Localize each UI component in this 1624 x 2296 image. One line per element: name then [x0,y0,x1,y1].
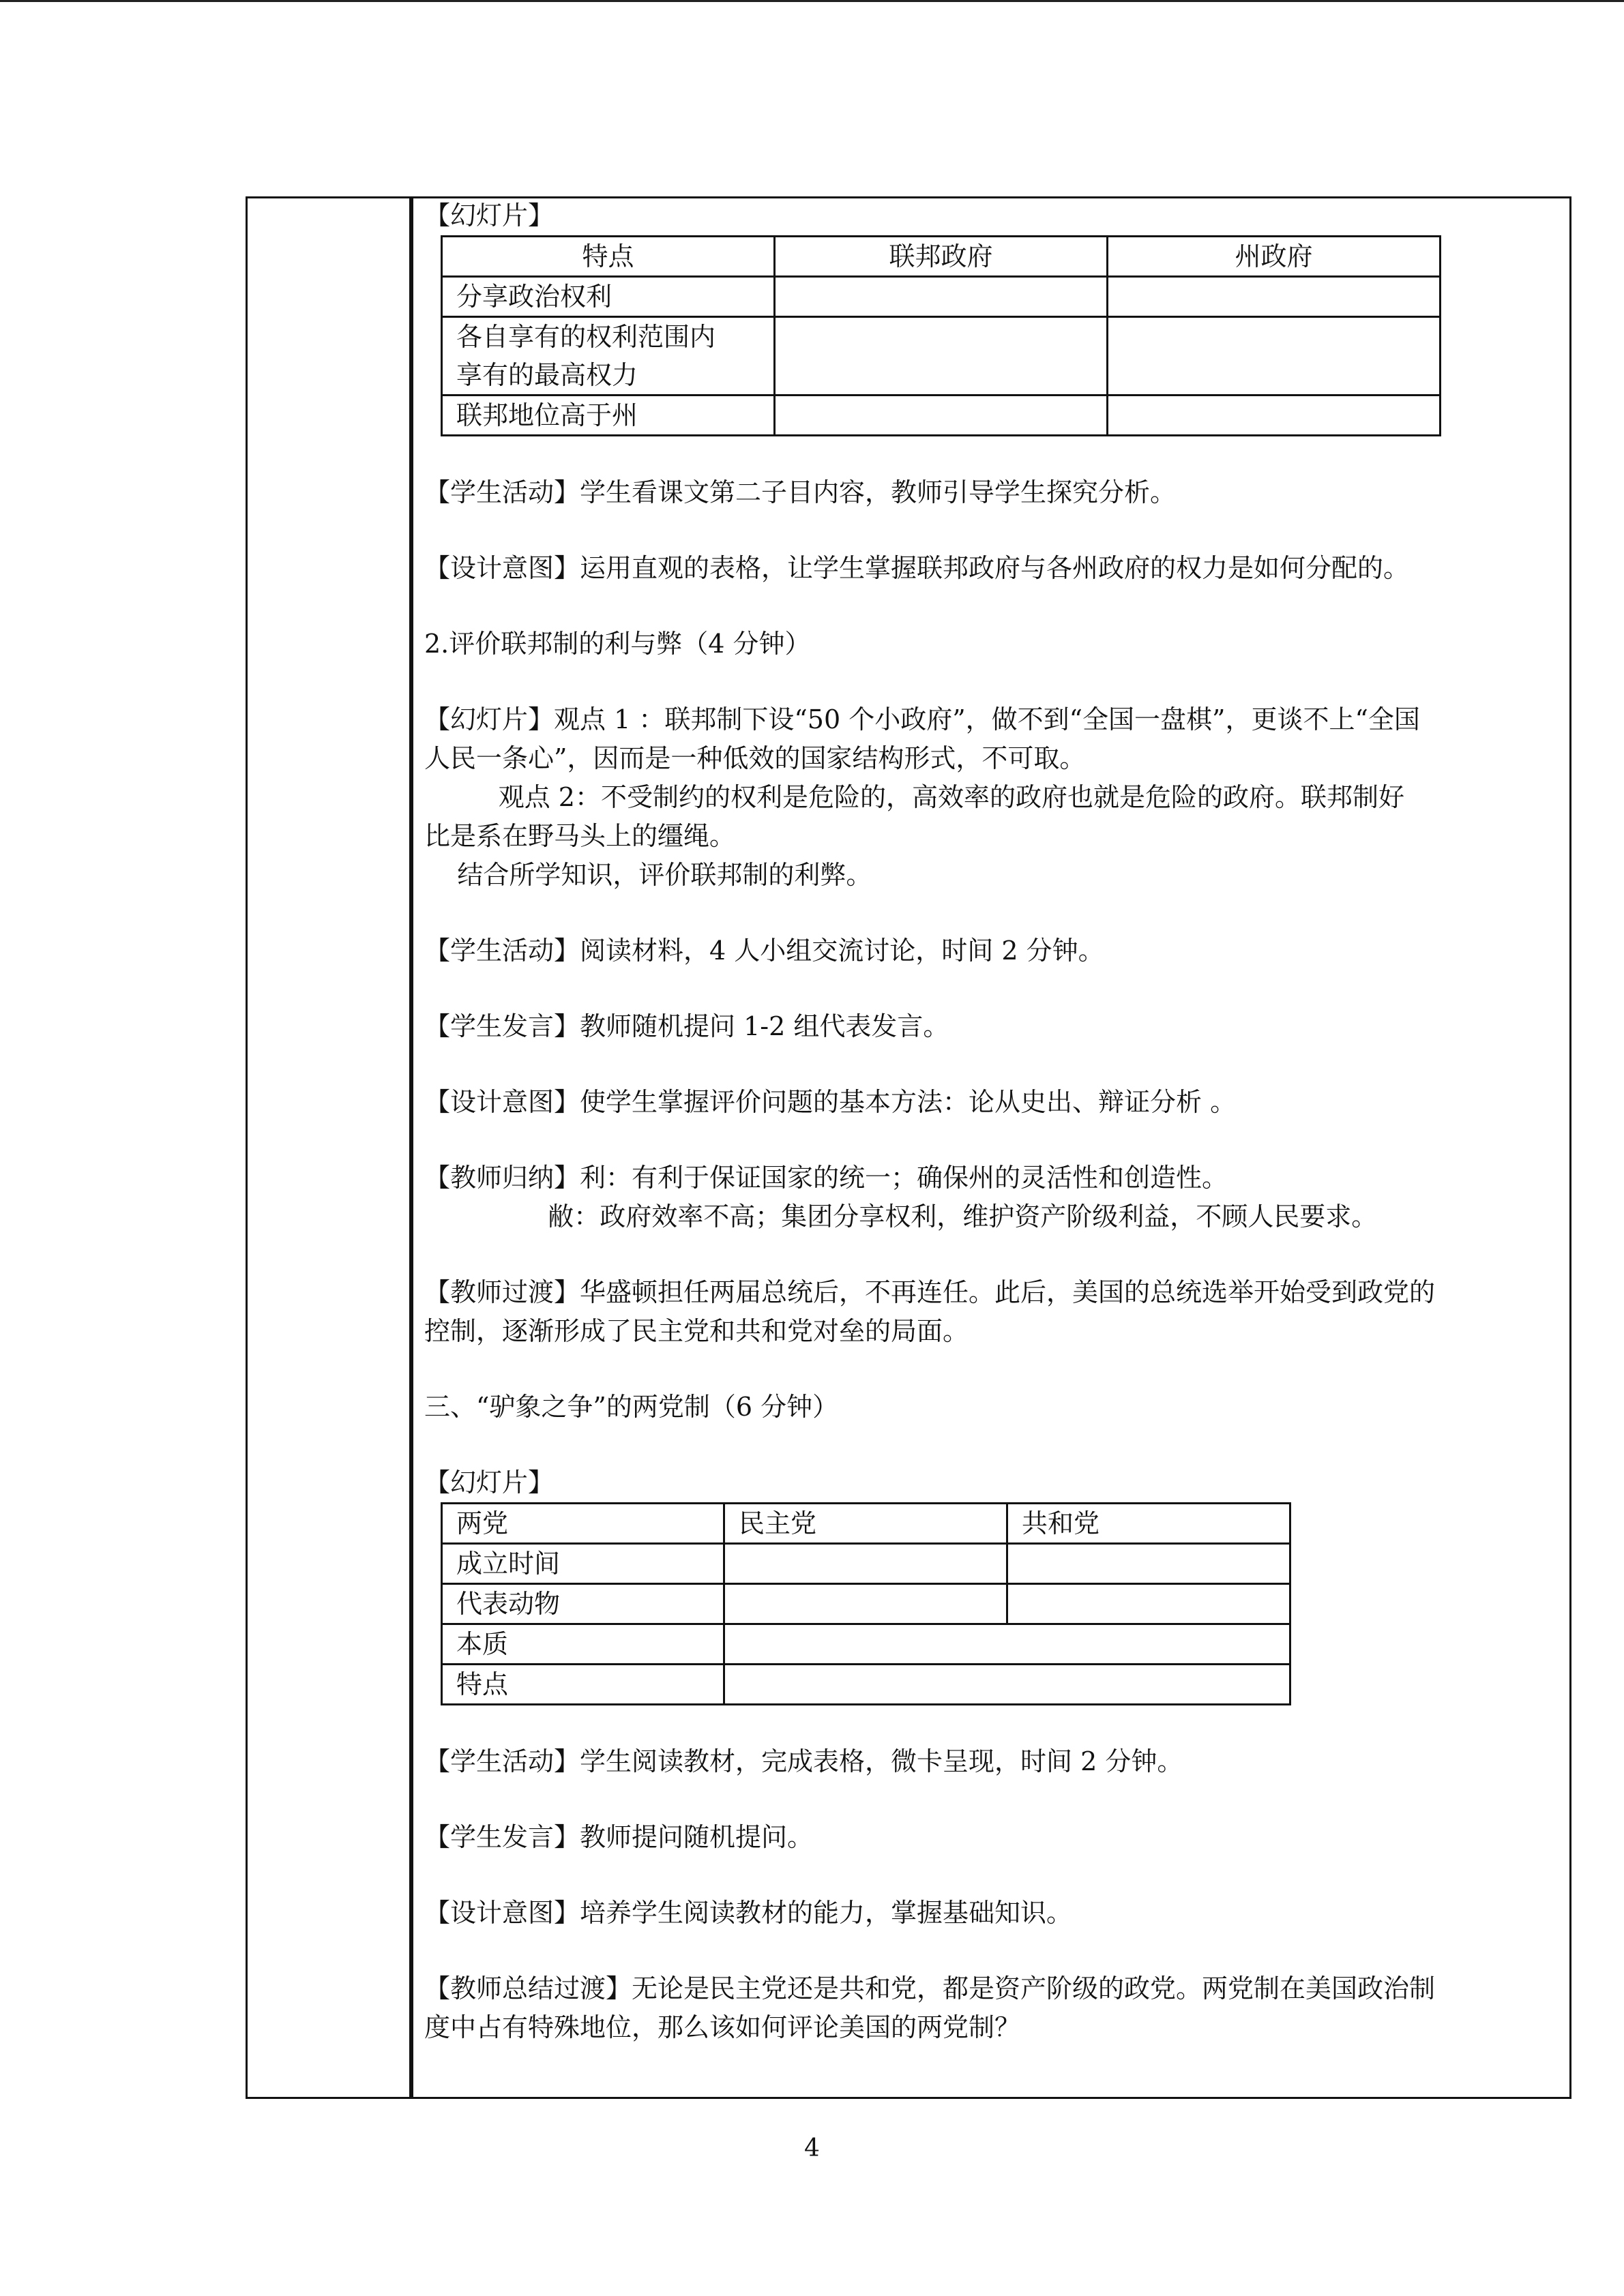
slide-heading-1: 【幻灯片】 [424,200,555,230]
row-label: 特点 [442,1665,724,1705]
slide-view-1-line-2: 人民一条心”，因而是一种低效的国家结构形式，不可取。 [424,743,1086,773]
page-top-rule [0,0,1624,2]
row-label: 联邦地位高于州 [442,396,775,436]
header-state: 州政府 [1108,237,1441,277]
table-row [442,1665,1290,1705]
design-intent-2: 【设计意图】使学生掌握评价问题的基本方法：论从史出、辩证分析 。 [424,1087,1237,1117]
table-cell [775,317,1108,396]
table-cell [775,396,1108,436]
table-cell-merged [724,1665,1290,1705]
teacher-final-line-2: 度中占有特殊地位，那么该如何评论美国的两党制？ [424,2012,1021,2042]
section-2-title: 2.评价联邦制的利与弊（4 分钟） [424,629,811,659]
view-2-line-2: 比是系在野马头上的缰绳。 [424,821,736,851]
row-label: 本质 [442,1624,724,1665]
table-row [442,1624,1290,1665]
table-cell [724,1584,1007,1624]
slide-view-1-line-1: 【幻灯片】观点 1 ：联邦制下设“50 个小政府”，做不到“全国一盘棋”，更谈不上“全国 [424,704,1420,734]
section-3-title: 三、“驴象之争”的两党制（6 分钟） [424,1392,839,1422]
table-header-row [442,1504,1290,1544]
column-divider-inner [409,196,411,2099]
table-cell [724,1544,1007,1584]
teacher-transition-line-2: 控制，逐渐形成了民主党和共和党对垒的局面。 [424,1316,969,1346]
table-row [442,1584,1290,1624]
table-cell [775,277,1108,317]
combine-prompt: 结合所学知识，评价联邦制的利弊。 [424,860,872,890]
table-cell [1108,396,1441,436]
table-cell [1007,1584,1290,1624]
header-federal: 联邦政府 [775,237,1108,277]
table-cell-merged [724,1624,1290,1665]
table-row [442,277,1441,317]
design-intent-1: 【设计意图】运用直观的表格，让学生掌握联邦政府与各州政府的权力是如何分配的。 [424,553,1410,583]
table-cell [1007,1544,1290,1584]
row-label: 各自享有的权利范围内 享有的最高权力 [442,317,775,396]
teacher-summary-line-1: 【教师归纳】利：有利于保证国家的统一；确保州的灵活性和创造性。 [424,1163,1228,1193]
two-party-table [441,1502,1291,1705]
student-activity-1: 【学生活动】学生看课文第二子目内容，教师引导学生探究分析。 [424,477,1177,507]
row-label: 成立时间 [442,1544,724,1584]
table-cell [1108,317,1441,396]
design-intent-3: 【设计意图】培养学生阅读教材的能力，掌握基础知识。 [424,1898,1073,1928]
teacher-transition-line-1: 【教师过渡】华盛顿担任两届总统后，不再连任。此后，美国的总统选举开始受到政党的 [424,1277,1436,1307]
column-divider-2 [411,198,413,2097]
table-header-row [442,237,1441,277]
header-parties: 两党 [442,1504,724,1544]
student-speech-1: 【学生发言】教师随机提问 1-2 组代表发言。 [424,1011,949,1041]
view-2-line-1: 观点 2：不受制约的权利是危险的，高效率的政府也就是危险的政府。联邦制好 [424,782,1404,812]
teacher-final-line-1: 【教师总结过渡】无论是民主党还是共和党，都是资产阶级的政党。两党制在美国政治制 [424,1973,1436,2003]
teacher-summary-line-2: 敝：政府效率不高；集团分享权利，维护资产阶级利益，不顾人民要求。 [424,1202,1378,1232]
table-row [442,317,1441,396]
page-number: 4 [804,2134,820,2162]
header-democratic: 民主党 [724,1504,1007,1544]
lesson-content [424,196,1556,2047]
table-row [442,396,1441,436]
student-activity-2: 【学生活动】阅读材料，4 人小组交流讨论，时间 2 分钟。 [424,936,1104,966]
row-label: 分享政治权利 [442,277,775,317]
student-speech-2: 【学生发言】教师提问随机提问。 [424,1822,814,1852]
slide-heading-2: 【幻灯片】 [424,1467,555,1497]
federal-state-table [441,235,1441,436]
student-activity-3: 【学生活动】学生阅读教材，完成表格，微卡呈现，时间 2 分钟。 [424,1746,1183,1776]
header-republican: 共和党 [1007,1504,1290,1544]
table-row [442,1544,1290,1584]
table-cell [1108,277,1441,317]
row-label: 代表动物 [442,1584,724,1624]
header-feature: 特点 [442,237,775,277]
